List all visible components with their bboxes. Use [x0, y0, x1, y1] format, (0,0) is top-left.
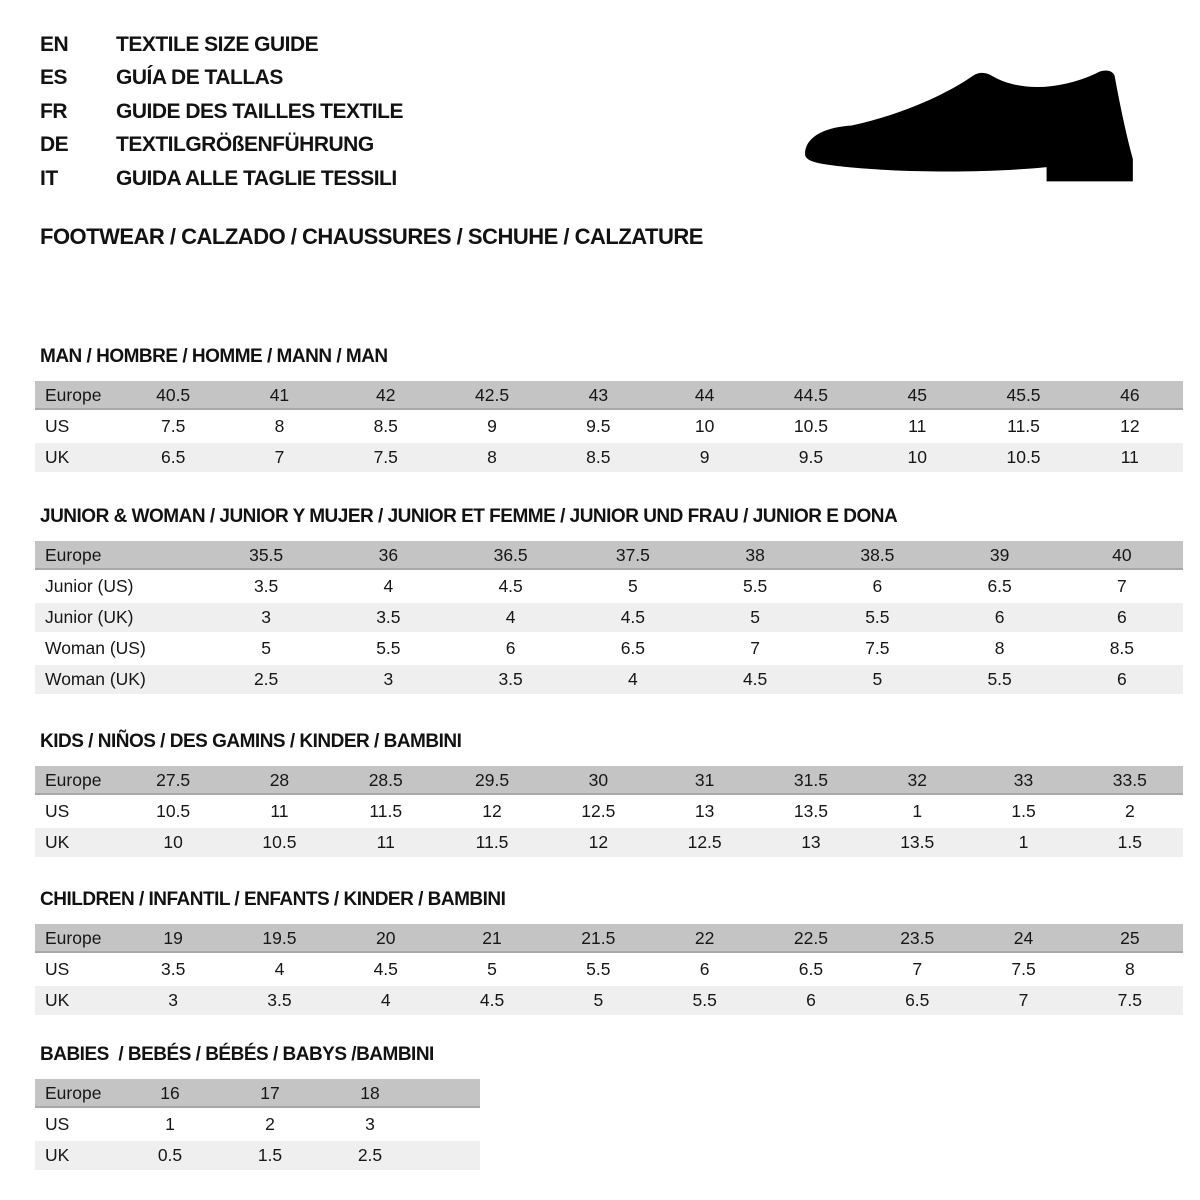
size-value: 5.5: [939, 665, 1061, 694]
size-value: 28.5: [333, 766, 439, 795]
table-row: [35, 634, 1183, 663]
size-value: 8.5: [373, 416, 398, 436]
filler-cell: [420, 1079, 480, 1108]
lang-code: DE: [40, 133, 69, 157]
size-value: 3.5: [226, 986, 332, 1015]
lang-code: EN: [40, 33, 69, 56]
size-value: 6: [939, 603, 1061, 632]
size-value: 11.5: [439, 828, 545, 857]
lang-row-de: [40, 133, 403, 166]
size-value: 9.5: [758, 443, 864, 472]
size-value: 38: [694, 541, 816, 570]
size-value: 28: [226, 766, 332, 795]
size-value: 7.5: [160, 416, 186, 436]
size-value: 35.5: [205, 541, 327, 570]
size-value: 36.5: [450, 541, 572, 570]
size-value: 6: [758, 986, 864, 1015]
size-value: 13: [694, 801, 715, 821]
table-row: [35, 766, 1183, 795]
filler-cell: [420, 1110, 480, 1139]
section-title: BABIES / BEBÉS / BÉBÉS / BABYS /BAMBINI: [40, 1044, 434, 1065]
section-title: KIDS / NIÑOS / DES GAMINS / KINDER / BAMBINI: [40, 731, 462, 752]
size-value: 10.5: [226, 828, 332, 857]
size-value: 36: [327, 541, 449, 570]
size-value: 7: [750, 638, 760, 658]
size-value: 7: [970, 986, 1076, 1015]
table-row: [35, 603, 1183, 632]
size-value: 8: [994, 638, 1005, 658]
row-label: US: [45, 801, 70, 821]
row-label: Europe: [35, 381, 120, 410]
size-value: 11: [270, 801, 289, 821]
size-value: 21.5: [545, 924, 651, 953]
section-title: MAN / HOMBRE / HOMME / MANN / MAN: [40, 346, 388, 367]
size-value: 11: [908, 416, 927, 436]
size-value: 4.5: [572, 603, 694, 632]
size-value: 8: [274, 416, 285, 436]
size-value: 42: [333, 381, 439, 410]
size-value: 11.5: [369, 801, 403, 821]
row-label: US: [45, 1114, 70, 1134]
size-value: 7.5: [865, 638, 890, 658]
size-value: 16: [120, 1079, 220, 1108]
size-value: 1.5: [1011, 801, 1036, 821]
size-value: 4.5: [498, 576, 523, 596]
size-value: 22.5: [758, 924, 864, 953]
size-value: 10: [694, 416, 715, 436]
size-value: 22: [651, 924, 757, 953]
size-value: 5.5: [586, 959, 611, 979]
table-row: [35, 955, 1183, 984]
size-value: 12: [1120, 416, 1140, 436]
table-row: [35, 412, 1183, 441]
lang-row-en: [40, 33, 403, 66]
size-value: 8: [439, 443, 545, 472]
row-label: Junior (UK): [35, 603, 205, 632]
table-row: [35, 924, 1183, 953]
size-value: 3.5: [450, 665, 572, 694]
size-value: 1: [165, 1114, 175, 1134]
size-value: 19: [120, 924, 226, 953]
size-value: 2.5: [320, 1141, 420, 1170]
row-label: Europe: [35, 1079, 120, 1108]
size-value: 9: [651, 443, 757, 472]
size-value: 10: [120, 828, 226, 857]
row-label: Woman (US): [45, 638, 146, 658]
size-value: 2: [1124, 801, 1135, 821]
size-value: 31.5: [758, 766, 864, 795]
table-row: [35, 1141, 480, 1170]
filler-cell: [420, 1141, 480, 1170]
table-row: [35, 986, 1183, 1015]
row-label: US: [45, 959, 70, 979]
row-label: Europe: [35, 766, 120, 795]
size-value: 4: [383, 576, 394, 596]
lang-label: TEXTILGRÖßENFÜHRUNG: [116, 133, 374, 157]
size-table: [35, 539, 1183, 696]
size-value: 10: [864, 443, 970, 472]
size-value: 29.5: [439, 766, 545, 795]
table-row: [35, 828, 1183, 857]
lang-row-fr: [40, 100, 403, 133]
size-value: 3: [120, 986, 226, 1015]
lang-row-es: [40, 66, 403, 99]
size-table: [35, 764, 1183, 859]
size-value: 11: [333, 828, 439, 857]
category-title: FOOTWEAR / CALZADO / CHAUSSURES / SCHUHE / CALZATURE: [40, 224, 703, 249]
table-row: [35, 665, 1183, 694]
size-value: 45: [864, 381, 970, 410]
size-value: 33.5: [1077, 766, 1183, 795]
table-row: [35, 1079, 480, 1108]
size-value: 0.5: [120, 1141, 220, 1170]
size-value: 4: [274, 959, 285, 979]
size-value: 12.5: [651, 828, 757, 857]
size-value: 6.5: [987, 576, 1012, 596]
size-value: 10.5: [793, 416, 828, 436]
size-value: 5: [628, 576, 638, 596]
lang-label: TEXTILE SIZE GUIDE: [116, 33, 319, 56]
size-value: 2.5: [205, 665, 327, 694]
size-value: 5.5: [742, 576, 768, 596]
size-value: 10.5: [156, 801, 191, 821]
size-value: 7.5: [1077, 986, 1183, 1015]
size-value: 6: [1061, 603, 1183, 632]
table-row: [35, 1110, 480, 1139]
size-value: 4.5: [694, 665, 816, 694]
size-value: 3.5: [160, 959, 186, 979]
size-value: 33: [970, 766, 1076, 795]
size-value: 5: [816, 665, 938, 694]
size-value: 4.5: [373, 959, 398, 979]
dress-shoe-icon: [803, 62, 1143, 190]
size-value: 3: [365, 1114, 375, 1134]
lang-label: GUÍA DE TALLAS: [116, 66, 283, 90]
size-value: 4: [333, 986, 439, 1015]
size-value: 44: [651, 381, 757, 410]
size-value: 2: [265, 1114, 275, 1134]
size-value: 8: [1124, 959, 1135, 979]
size-value: 12: [545, 828, 651, 857]
table-row: [35, 381, 1183, 410]
row-label: Europe: [35, 924, 120, 953]
section-title: CHILDREN / INFANTIL / ENFANTS / KINDER / BAMBINI: [40, 889, 506, 910]
size-value: 4: [572, 665, 694, 694]
row-label: UK: [35, 986, 120, 1015]
size-value: 5: [694, 603, 816, 632]
size-value: 1: [912, 801, 923, 821]
size-value: 6.5: [120, 443, 226, 472]
size-value: 3.5: [253, 576, 279, 596]
size-value: 12: [482, 801, 502, 821]
size-value: 24: [970, 924, 1076, 953]
section-junior-woman: [35, 506, 1183, 696]
size-value: 21: [439, 924, 545, 953]
lang-code: ES: [40, 66, 68, 90]
size-value: 9: [487, 416, 497, 436]
size-value: 3: [327, 665, 449, 694]
section-title: JUNIOR & WOMAN / JUNIOR Y MUJER / JUNIOR ET FEMME / JUNIOR UND FRAU / JUNIOR E DONA: [40, 506, 898, 527]
size-value: 6: [1061, 665, 1183, 694]
size-value: 27.5: [120, 766, 226, 795]
size-value: 5.5: [376, 638, 401, 658]
table-row: [35, 443, 1183, 472]
size-value: 40: [1061, 541, 1183, 570]
row-label: US: [45, 416, 70, 436]
size-value: 13: [758, 828, 864, 857]
size-value: 19.5: [226, 924, 332, 953]
size-value: 18: [320, 1079, 420, 1108]
size-value: 30: [545, 766, 651, 795]
size-value: 41: [226, 381, 332, 410]
size-value: 7.5: [1011, 959, 1036, 979]
size-value: 42.5: [439, 381, 545, 410]
size-value: 7: [1117, 576, 1127, 596]
language-title-block: [40, 33, 403, 200]
size-value: 20: [333, 924, 439, 953]
size-value: 11: [1077, 443, 1183, 472]
size-value: 23.5: [864, 924, 970, 953]
size-value: 37.5: [572, 541, 694, 570]
section-man: [35, 346, 1183, 474]
size-value: 5.5: [651, 986, 757, 1015]
size-value: 17: [220, 1079, 320, 1108]
size-table: [35, 379, 1183, 474]
size-value: 5: [545, 986, 651, 1015]
size-value: 1.5: [220, 1141, 320, 1170]
size-value: 4: [450, 603, 572, 632]
size-value: 44.5: [758, 381, 864, 410]
size-value: 8.5: [545, 443, 651, 472]
lang-row-it: [40, 167, 403, 200]
size-value: 6.5: [798, 959, 824, 979]
size-value: 6: [872, 576, 883, 596]
size-value: 32: [864, 766, 970, 795]
row-label: Woman (UK): [35, 665, 205, 694]
section-children: [35, 889, 1183, 1017]
size-value: 7: [226, 443, 332, 472]
size-value: 13.5: [864, 828, 970, 857]
size-value: 12.5: [581, 801, 616, 821]
size-value: 6.5: [620, 638, 646, 658]
size-value: 9.5: [586, 416, 611, 436]
size-value: 1: [970, 828, 1076, 857]
size-value: 46: [1077, 381, 1183, 410]
size-value: 7: [912, 959, 923, 979]
table-row: [35, 541, 1183, 570]
size-value: 45.5: [970, 381, 1076, 410]
size-value: 1.5: [1077, 828, 1183, 857]
size-table: [35, 1077, 480, 1172]
size-value: 4.5: [439, 986, 545, 1015]
lang-label: GUIDA ALLE TAGLIE TESSILI: [116, 166, 397, 190]
size-value: 38.5: [816, 541, 938, 570]
size-value: 6: [699, 959, 710, 979]
size-value: 39: [939, 541, 1061, 570]
table-row: [35, 572, 1183, 601]
size-value: 5: [487, 959, 497, 979]
size-value: 31: [651, 766, 757, 795]
section-kids: [35, 731, 1183, 859]
row-label: Europe: [35, 541, 205, 570]
row-label: UK: [35, 443, 120, 472]
size-value: 7.5: [333, 443, 439, 472]
size-value: 6.5: [864, 986, 970, 1015]
size-value: 11.5: [1007, 416, 1040, 436]
size-value: 5: [261, 638, 271, 658]
lang-code: IT: [40, 166, 58, 190]
size-value: 3: [205, 603, 327, 632]
table-row: [35, 797, 1183, 826]
size-value: 10.5: [970, 443, 1076, 472]
size-value: 43: [545, 381, 651, 410]
size-value: 5.5: [816, 603, 938, 632]
row-label: Junior (US): [45, 576, 134, 596]
size-table: [35, 922, 1183, 1017]
section-babies: [35, 1044, 480, 1172]
size-value: 25: [1077, 924, 1183, 953]
row-label: UK: [35, 1141, 120, 1170]
size-value: 13.5: [793, 801, 828, 821]
size-value: 3.5: [327, 603, 449, 632]
size-value: 8.5: [1109, 638, 1135, 658]
lang-code: FR: [40, 99, 67, 123]
lang-label: GUIDE DES TAILLES TEXTILE: [116, 99, 403, 123]
size-value: 40.5: [120, 381, 226, 410]
size-value: 6: [505, 638, 516, 658]
row-label: UK: [35, 828, 120, 857]
